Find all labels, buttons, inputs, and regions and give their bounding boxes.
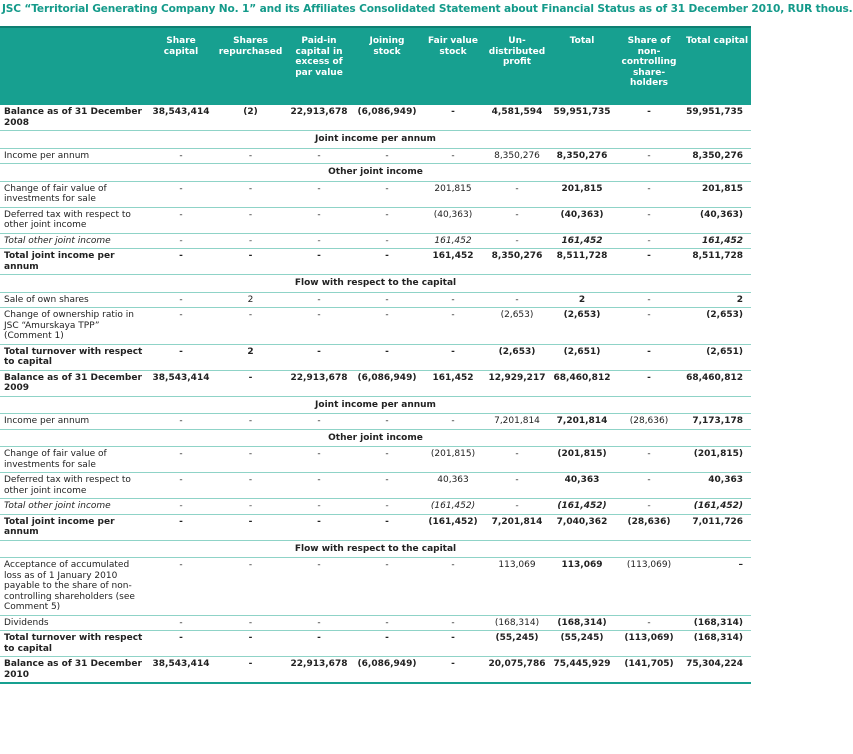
row-label: Dividends (0, 615, 146, 631)
table-cell: 4,581,594 (485, 105, 549, 131)
table-cell: (40,363) (421, 207, 485, 233)
table-cell: - (421, 105, 485, 131)
table-row (0, 631, 751, 657)
table-cell: - (146, 344, 216, 370)
table-cell: - (285, 148, 353, 164)
table-cell: - (615, 473, 683, 499)
column-header: Paid-in capital in excess of par value (285, 27, 353, 105)
table-cell: - (421, 308, 485, 345)
table-row (0, 148, 751, 164)
table-cell: 7,201,814 (485, 414, 549, 430)
table-cell: - (216, 558, 285, 616)
row-label: Income per annum (0, 148, 146, 164)
table-cell: 161,452 (549, 233, 615, 249)
table-cell: 161,452 (683, 233, 751, 249)
table-cell: - (216, 148, 285, 164)
table-cell: (2,651) (549, 344, 615, 370)
table-cell: - (353, 631, 421, 657)
table-cell: - (485, 473, 549, 499)
table-cell: 38,543,414 (146, 105, 216, 131)
table-cell: - (353, 181, 421, 207)
table-row (0, 558, 751, 616)
row-label: Balance as of 31 December 2008 (0, 105, 146, 131)
table-cell: 40,363 (683, 473, 751, 499)
table-cell: - (615, 148, 683, 164)
table-cell: 59,951,735 (549, 105, 615, 131)
table-row (0, 249, 751, 275)
section-title: Joint income per annum (0, 396, 751, 414)
table-cell: (168,314) (485, 615, 549, 631)
table-cell: 2 (216, 292, 285, 308)
table-cell: 201,815 (421, 181, 485, 207)
table-cell: (201,815) (549, 447, 615, 473)
row-label: Change of fair value of investments for sale (0, 181, 146, 207)
table-cell: 75,445,929 (549, 657, 615, 684)
row-label: Sale of own shares (0, 292, 146, 308)
table-cell: - (615, 105, 683, 131)
table-cell: (2,651) (683, 344, 751, 370)
table-cell: - (353, 148, 421, 164)
section-title: Flow with respect to the capital (0, 275, 751, 293)
table-cell: - (285, 249, 353, 275)
table-cell: 8,350,276 (683, 148, 751, 164)
table-cell: 22,913,678 (285, 657, 353, 684)
table-cell: - (353, 499, 421, 515)
table-cell: (168,314) (683, 615, 751, 631)
table-cell: (161,452) (421, 499, 485, 515)
table-cell: (168,314) (549, 615, 615, 631)
table-cell: 7,201,814 (549, 414, 615, 430)
row-label: Acceptance of accumulated loss as of 1 January 2010 payable to the share of non-controlling shareholders (see Comment 5) (0, 558, 146, 616)
table-cell: - (353, 514, 421, 540)
table-cell: - (353, 558, 421, 616)
table-cell: 201,815 (683, 181, 751, 207)
table-cell: - (216, 414, 285, 430)
table-cell: - (485, 233, 549, 249)
row-label: Income per annum (0, 414, 146, 430)
table-cell: - (421, 615, 485, 631)
table-cell: 38,543,414 (146, 370, 216, 396)
table-cell: - (615, 249, 683, 275)
table-cell: - (353, 249, 421, 275)
table-cell: - (216, 514, 285, 540)
table-cell: - (615, 615, 683, 631)
row-label: Balance as of 31 December 2009 (0, 370, 146, 396)
table-cell: - (285, 414, 353, 430)
table-cell: 75,304,224 (683, 657, 751, 684)
table-cell: - (421, 344, 485, 370)
table-cell: - (353, 344, 421, 370)
document-title: JSC “Territorial Generating Company No. 1” and its Affiliates Consolidated Statement about Financial Status as of 31 December 2010, RUR thous. (2, 3, 853, 15)
table-cell: (55,245) (549, 631, 615, 657)
table-cell: - (421, 292, 485, 308)
table-cell: (113,069) (615, 558, 683, 616)
column-header: Share capital (146, 27, 216, 105)
table-cell: - (146, 207, 216, 233)
table-cell: (2) (216, 105, 285, 131)
table-cell: - (146, 499, 216, 515)
table-cell: - (615, 207, 683, 233)
table-cell: - (353, 207, 421, 233)
table-cell: (113,069) (615, 631, 683, 657)
table-cell: - (485, 499, 549, 515)
table-cell: - (216, 233, 285, 249)
row-label: Change of fair value of investments for sale (0, 447, 146, 473)
table-cell: 161,452 (421, 370, 485, 396)
table-cell: 22,913,678 (285, 370, 353, 396)
table-cell: (28,636) (615, 414, 683, 430)
table-cell: 8,511,728 (549, 249, 615, 275)
table-cell: (2,653) (683, 308, 751, 345)
table-cell: - (285, 499, 353, 515)
table-cell: 113,069 (485, 558, 549, 616)
section-title: Flow with respect to the capital (0, 540, 751, 558)
table-cell: - (216, 249, 285, 275)
table-cell: - (353, 473, 421, 499)
table-row (0, 473, 751, 499)
table-cell: - (615, 499, 683, 515)
table-cell: - (285, 558, 353, 616)
table-cell: 7,201,814 (485, 514, 549, 540)
table-cell: - (146, 514, 216, 540)
section-title: Other joint income (0, 429, 751, 447)
table-cell: - (216, 447, 285, 473)
column-header: Share of non-controlling share-holders (615, 27, 683, 105)
table-header (0, 27, 751, 105)
table-cell: - (146, 292, 216, 308)
section-header-row (0, 540, 751, 558)
table-row (0, 344, 751, 370)
row-label: Deferred tax with respect to other joint income (0, 473, 146, 499)
table-row (0, 292, 751, 308)
table-cell: (141,705) (615, 657, 683, 684)
table-cell: 161,452 (421, 249, 485, 275)
table-cell: (55,245) (485, 631, 549, 657)
table-cell: 12,929,217 (485, 370, 549, 396)
table-cell: - (216, 308, 285, 345)
table-cell: (161,452) (683, 499, 751, 515)
table-cell: 8,350,276 (485, 249, 549, 275)
row-label: Total other joint income (0, 499, 146, 515)
column-header: Un-distributed profit (485, 27, 549, 105)
table-cell: 8,511,728 (683, 249, 751, 275)
table-cell: 7,040,362 (549, 514, 615, 540)
table-cell: - (615, 308, 683, 345)
table-cell: (161,452) (421, 514, 485, 540)
column-header: Joining stock (353, 27, 421, 105)
financial-statement-table (0, 26, 751, 684)
column-header: Total capital (683, 27, 751, 105)
table-cell: - (615, 181, 683, 207)
section-title: Other joint income (0, 164, 751, 182)
table-cell: 2 (683, 292, 751, 308)
table-cell: - (216, 499, 285, 515)
table-cell: - (216, 207, 285, 233)
table-cell: - (146, 249, 216, 275)
table-cell: - (285, 292, 353, 308)
table-cell: - (216, 370, 285, 396)
table-cell: - (615, 344, 683, 370)
table-cell: - (285, 344, 353, 370)
table-cell: - (285, 514, 353, 540)
section-header-row (0, 275, 751, 293)
column-header: Shares repurchased (216, 27, 285, 105)
table-row (0, 181, 751, 207)
table-cell: 22,913,678 (285, 105, 353, 131)
table-row (0, 207, 751, 233)
table-cell: - (285, 473, 353, 499)
table-cell: - (285, 308, 353, 345)
section-title: Joint income per annum (0, 131, 751, 149)
table-cell: - (353, 308, 421, 345)
table-cell: - (285, 233, 353, 249)
table-row (0, 657, 751, 684)
column-header-label (0, 27, 146, 105)
row-label: Total turnover with respect to capital (0, 344, 146, 370)
table-cell: - (485, 292, 549, 308)
table-cell: - (485, 207, 549, 233)
row-label: Balance as of 31 December 2010 (0, 657, 146, 684)
table-cell: 113,069 (549, 558, 615, 616)
table-cell: 2 (216, 344, 285, 370)
table-cell: - (421, 631, 485, 657)
table-cell: - (353, 292, 421, 308)
table-cell: - (146, 233, 216, 249)
table-row (0, 105, 751, 131)
table-cell: - (421, 414, 485, 430)
row-label: Total joint income per annum (0, 249, 146, 275)
section-header-row (0, 164, 751, 182)
table-cell: (161,452) (549, 499, 615, 515)
table-cell: (40,363) (683, 207, 751, 233)
table-cell: - (146, 447, 216, 473)
table-cell: - (146, 631, 216, 657)
table-cell: - (146, 615, 216, 631)
section-header-row (0, 131, 751, 149)
table-row (0, 615, 751, 631)
table-cell: 68,460,812 (549, 370, 615, 396)
table-cell: - (285, 615, 353, 631)
table-cell: (6,086,949) (353, 105, 421, 131)
table-cell: - (353, 615, 421, 631)
table-cell: 38,543,414 (146, 657, 216, 684)
table-cell: - (146, 308, 216, 345)
table-cell: - (216, 631, 285, 657)
table-cell: - (485, 447, 549, 473)
table-cell: - (146, 414, 216, 430)
table-cell: (40,363) (549, 207, 615, 233)
section-header-row (0, 396, 751, 414)
table-row (0, 308, 751, 345)
table-body (0, 105, 751, 683)
row-label: Deferred tax with respect to other joint income (0, 207, 146, 233)
table-cell: 161,452 (421, 233, 485, 249)
table-cell: - (615, 370, 683, 396)
table-cell: - (146, 181, 216, 207)
section-header-row (0, 429, 751, 447)
table-cell: 68,460,812 (683, 370, 751, 396)
table-cell: (2,653) (549, 308, 615, 345)
table-cell: - (146, 148, 216, 164)
table-cell: - (421, 657, 485, 684)
table-cell: - (421, 148, 485, 164)
table-cell: - (285, 447, 353, 473)
table-row (0, 233, 751, 249)
table-row (0, 499, 751, 515)
table-cell: 8,350,276 (485, 148, 549, 164)
table-row (0, 514, 751, 540)
table-cell: (28,636) (615, 514, 683, 540)
table-cell: - (216, 473, 285, 499)
table-cell: - (615, 233, 683, 249)
table-cell: - (146, 558, 216, 616)
column-header: Fair value stock (421, 27, 485, 105)
table-cell: - (353, 414, 421, 430)
table-cell: - (353, 447, 421, 473)
table-cell: - (146, 473, 216, 499)
table-cell: 40,363 (549, 473, 615, 499)
table-cell: - (285, 631, 353, 657)
table-row (0, 447, 751, 473)
table-row (0, 370, 751, 396)
table-cell: - (285, 207, 353, 233)
table-cell: (201,815) (683, 447, 751, 473)
table-cell: - (285, 181, 353, 207)
table-cell: 2 (549, 292, 615, 308)
table-cell: 8,350,276 (549, 148, 615, 164)
table-cell: 40,363 (421, 473, 485, 499)
table-cell: - (421, 558, 485, 616)
table-cell: 7,011,726 (683, 514, 751, 540)
table-cell: - (615, 292, 683, 308)
column-header: Total (549, 27, 615, 105)
table-cell: 20,075,786 (485, 657, 549, 684)
table-cell: - (216, 615, 285, 631)
row-label: Change of ownership ratio in JSC “Amurskaya TPP” (Comment 1) (0, 308, 146, 345)
table-cell: (6,086,949) (353, 657, 421, 684)
table-cell: (6,086,949) (353, 370, 421, 396)
table-cell: 59,951,735 (683, 105, 751, 131)
table-cell: 7,173,178 (683, 414, 751, 430)
table-cell: - (216, 657, 285, 684)
table-row (0, 414, 751, 430)
row-label: Total turnover with respect to capital (0, 631, 146, 657)
table-cell: 201,815 (549, 181, 615, 207)
table-cell: - (216, 181, 285, 207)
table-cell: - (485, 181, 549, 207)
row-label: Total other joint income (0, 233, 146, 249)
table-cell: - (615, 447, 683, 473)
table-cell: (168,314) (683, 631, 751, 657)
table-cell: (2,653) (485, 344, 549, 370)
table-cell: – (683, 558, 751, 616)
table-cell: (201,815) (421, 447, 485, 473)
table-cell: (2,653) (485, 308, 549, 345)
table-cell: - (353, 233, 421, 249)
row-label: Total joint income per annum (0, 514, 146, 540)
